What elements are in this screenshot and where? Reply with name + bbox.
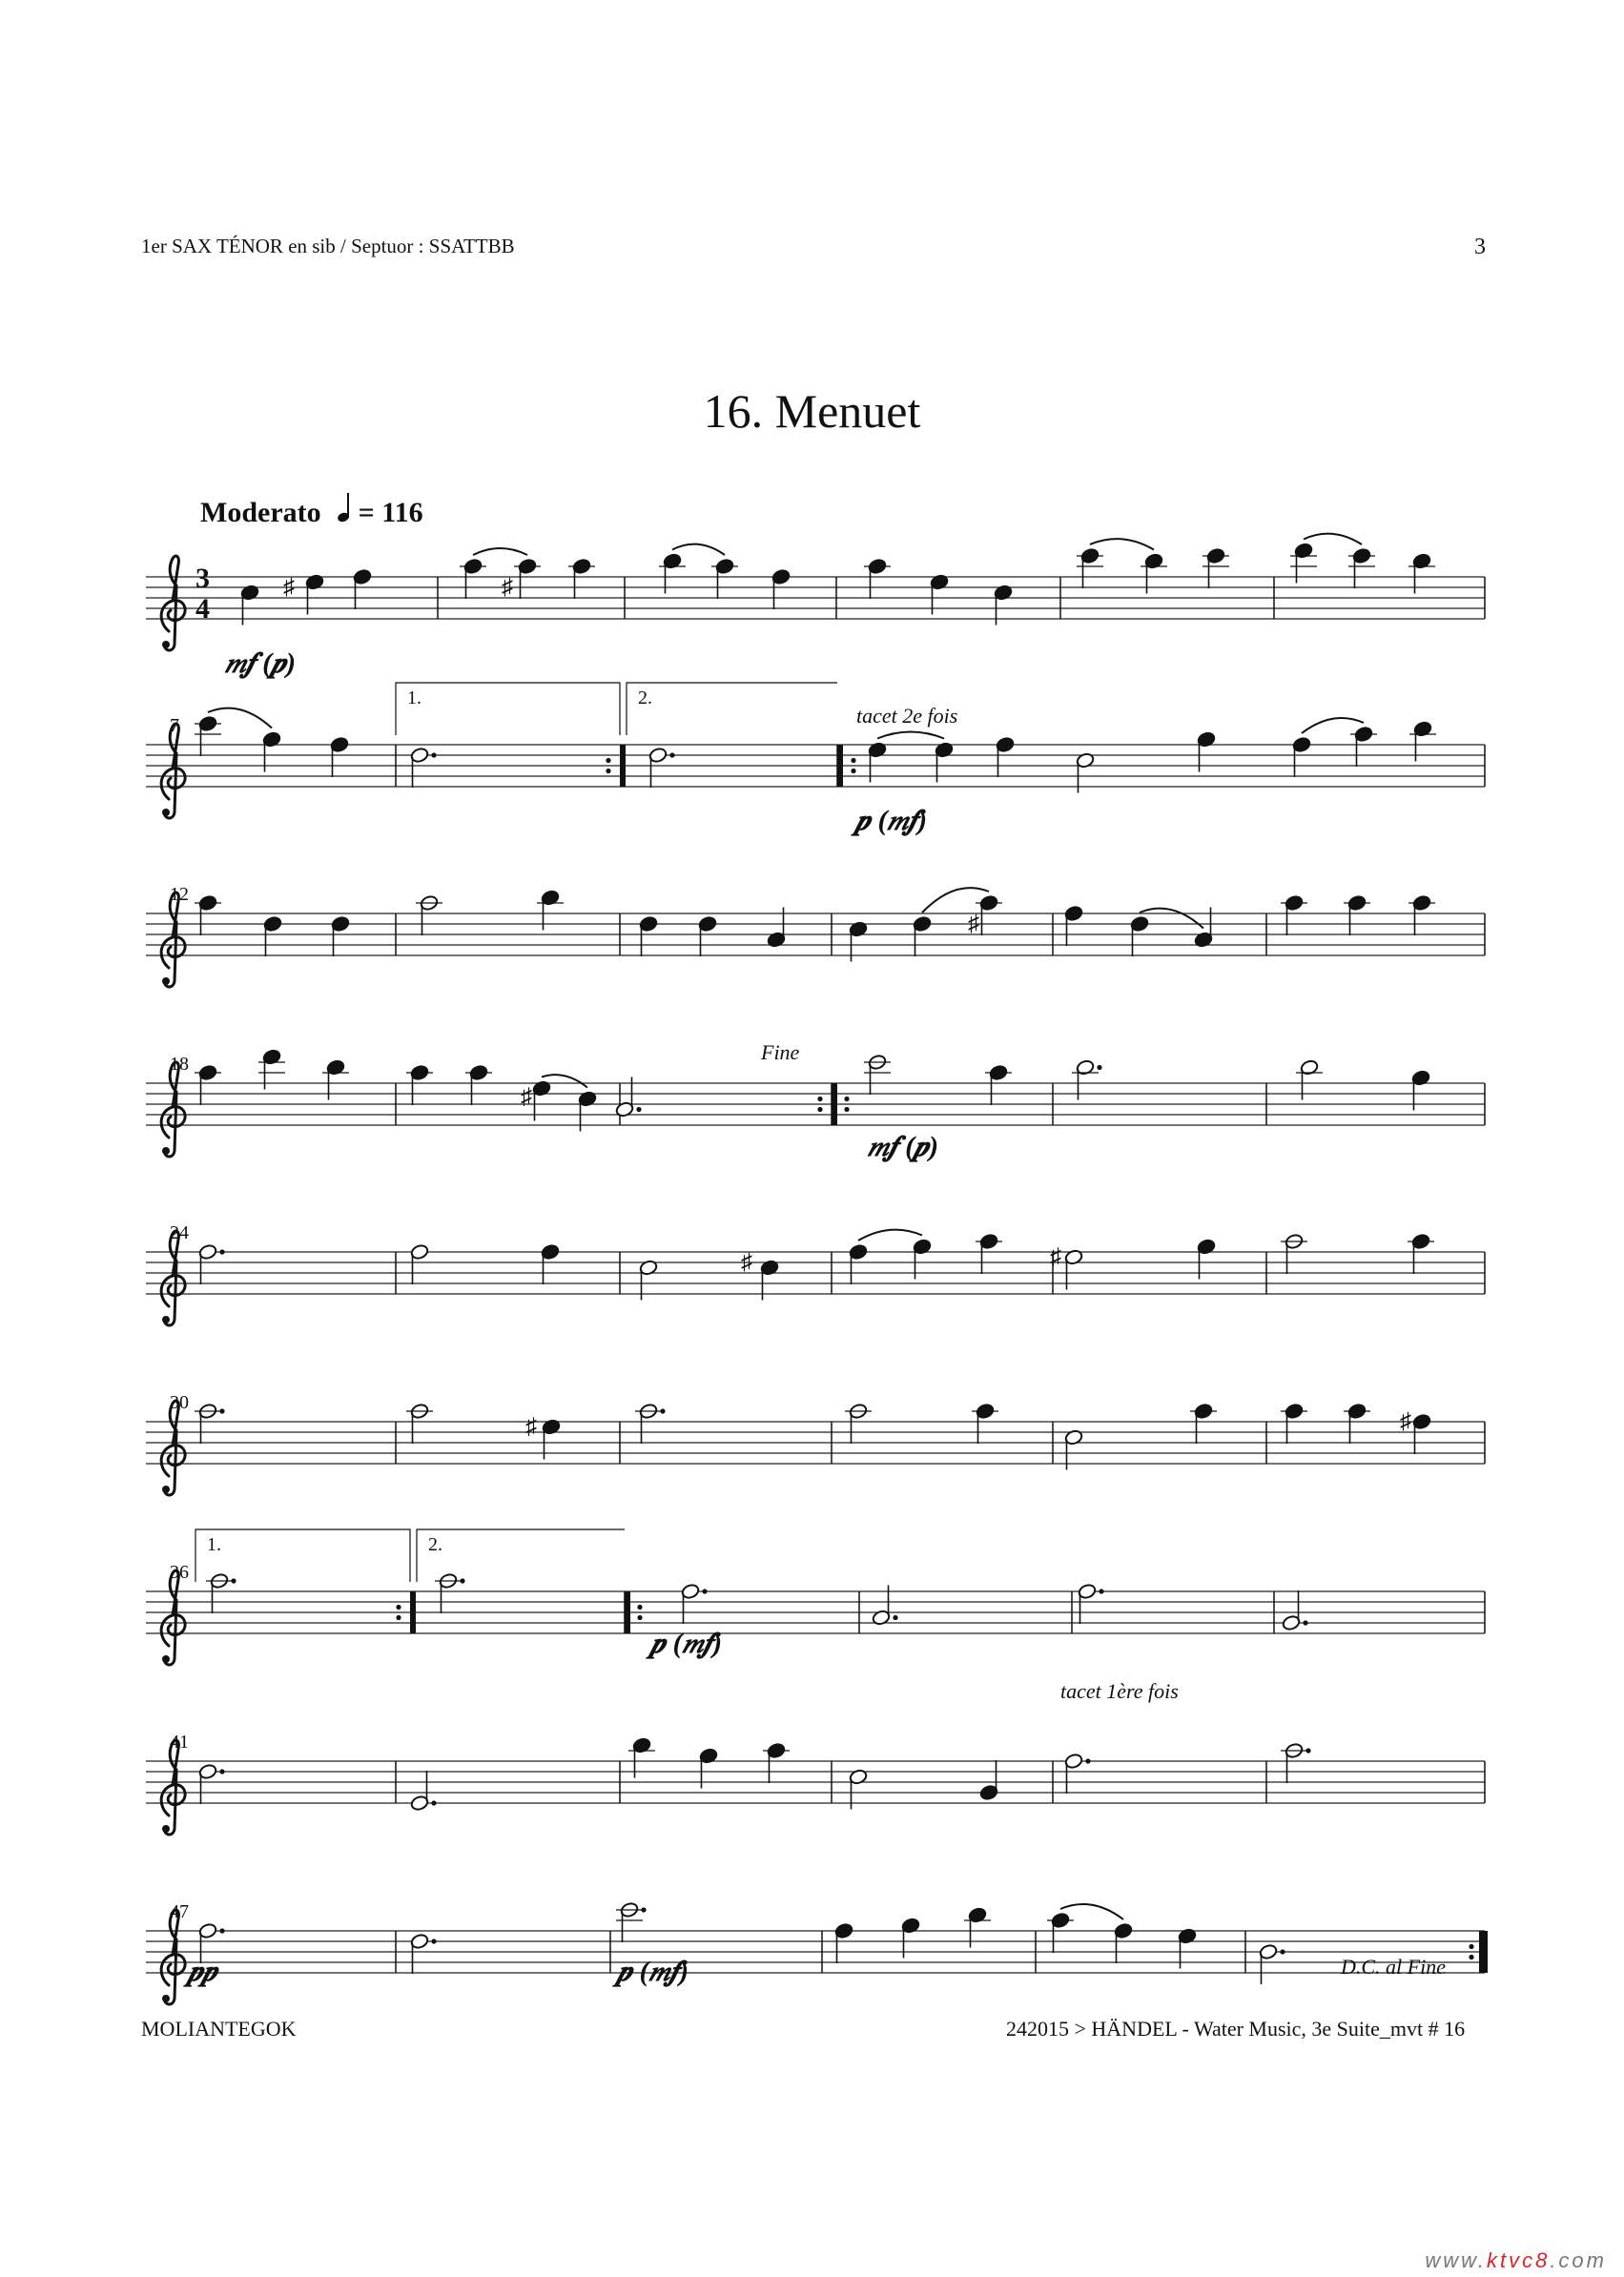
dynamic-pp: 𝆏𝆏	[189, 1956, 217, 1987]
measure-number: 36	[170, 1562, 189, 1583]
treble-clef-icon	[161, 1231, 185, 1325]
measure-number: 7	[170, 715, 179, 736]
staff-8	[146, 1761, 1485, 1803]
note	[763, 1742, 790, 1783]
sharp-icon: ♯	[741, 1250, 752, 1275]
measure-number: 47	[170, 1901, 189, 1922]
tacet-2e-fois: tacet 2e fois	[856, 704, 958, 728]
note	[845, 1403, 872, 1444]
note	[1350, 726, 1377, 767]
slur	[1304, 534, 1362, 544]
measure-number: 18	[170, 1054, 189, 1075]
note	[1203, 547, 1229, 588]
note	[834, 1922, 853, 1963]
note	[460, 558, 486, 599]
note	[648, 747, 675, 788]
staff-6	[146, 1422, 1485, 1464]
slur	[1060, 1904, 1123, 1919]
note	[1408, 1233, 1434, 1274]
thick-barline	[832, 1083, 837, 1125]
note	[406, 1403, 433, 1444]
piece-title: 16. Menuet	[703, 384, 921, 438]
note	[1412, 1413, 1431, 1454]
repeat-dot	[606, 758, 610, 763]
note	[1064, 905, 1083, 946]
slur	[473, 548, 527, 555]
measure-number: 24	[170, 1222, 189, 1243]
note	[1348, 547, 1375, 588]
note	[1064, 1753, 1091, 1794]
note	[568, 558, 595, 599]
volta-number: 2.	[428, 1534, 442, 1555]
repeat-dot	[817, 1107, 822, 1112]
repeat-dot	[851, 769, 855, 773]
dot	[893, 1615, 897, 1620]
note	[198, 1763, 225, 1804]
treble-clef-icon	[161, 1570, 185, 1665]
note	[1292, 736, 1311, 777]
thick-barline	[625, 1591, 630, 1633]
dynamic-p-mf: 𝆏 (𝆐𝆑)	[856, 805, 928, 836]
note	[864, 1054, 891, 1095]
tacet-1ere-fois: tacet 1ère fois	[1060, 1679, 1179, 1703]
dot	[431, 752, 436, 757]
note	[771, 568, 791, 609]
note	[639, 915, 658, 956]
dot	[219, 1928, 224, 1933]
dot	[636, 1107, 641, 1112]
note	[410, 1933, 437, 1974]
footer-left: MOLIANTEGOK	[141, 2017, 297, 2041]
note	[976, 894, 1002, 935]
note	[1077, 547, 1103, 588]
staff-2	[146, 745, 1485, 787]
treble-clef-icon	[161, 892, 185, 987]
note	[698, 915, 717, 956]
note	[206, 1572, 236, 1613]
thick-barline	[620, 745, 626, 787]
volta-number: 2.	[638, 687, 652, 708]
dot	[219, 1249, 224, 1254]
note	[913, 915, 932, 956]
staff-1	[146, 577, 1485, 619]
note	[1281, 1233, 1307, 1274]
slur	[1302, 718, 1364, 733]
note	[353, 568, 372, 609]
repeat-dot	[396, 1615, 401, 1620]
note	[331, 915, 350, 956]
dot	[1303, 1620, 1307, 1625]
volta-bracket	[195, 1529, 410, 1582]
treble-clef-icon	[161, 1910, 185, 2004]
watermark-prefix: www.	[1425, 2248, 1487, 2272]
thick-barline	[410, 1591, 416, 1633]
note	[1078, 1583, 1104, 1624]
thick-barline	[1479, 1931, 1485, 1973]
repeat-dot	[1469, 1944, 1473, 1949]
note	[435, 1572, 465, 1613]
footer-right: 242015 > HÄNDEL - Water Music, 3e Suite_mvt # 16	[1006, 2017, 1466, 2041]
tempo-text: Moderato	[200, 497, 321, 528]
note	[972, 1403, 998, 1444]
note	[330, 736, 349, 777]
repeat-dot	[396, 1605, 401, 1610]
treble-clef-icon	[161, 1740, 185, 1835]
note	[541, 1243, 560, 1284]
sharp-icon: ♯	[1400, 1409, 1411, 1434]
dynamic-p-mf: 𝆏 (𝆐𝆑)	[618, 1956, 689, 1987]
note	[195, 894, 221, 935]
dot	[702, 1589, 707, 1593]
note	[681, 1583, 708, 1624]
slur	[1090, 539, 1154, 549]
dot	[1099, 1589, 1103, 1593]
measure-number: 30	[170, 1392, 189, 1413]
note	[1281, 1742, 1311, 1783]
note	[465, 1064, 492, 1105]
note	[1281, 1403, 1307, 1444]
dot	[219, 1769, 224, 1774]
slur	[208, 708, 272, 728]
note	[849, 1243, 868, 1284]
sharp-icon: ♯	[283, 575, 295, 600]
dot	[669, 752, 674, 757]
fine-marking: Fine	[761, 1040, 800, 1064]
thick-barline	[837, 745, 843, 787]
note	[635, 1403, 666, 1444]
slur	[922, 888, 989, 913]
note	[263, 915, 282, 956]
note	[979, 1760, 998, 1801]
treble-clef-icon	[161, 1401, 185, 1495]
dc-al-fine: D.C. al Fine	[1341, 1955, 1446, 1979]
repeat-dot	[606, 769, 610, 773]
sharp-icon: ♯	[1050, 1244, 1061, 1270]
note	[195, 1064, 221, 1105]
watermark-brand: ktvc8	[1486, 2248, 1551, 2272]
repeat-dot	[817, 1097, 822, 1101]
slur	[672, 544, 725, 555]
sharp-icon: ♯	[525, 1414, 537, 1440]
note	[985, 1064, 1012, 1105]
note	[864, 558, 891, 599]
dynamic-mf-p: 𝆐𝆑 (𝆏)	[225, 647, 297, 679]
note	[410, 1243, 429, 1284]
note	[996, 736, 1015, 777]
website-watermark	[1425, 2248, 1607, 2273]
treble-clef-icon	[161, 556, 185, 650]
repeat-dot	[851, 758, 855, 763]
note	[410, 747, 437, 788]
repeat-dot	[1469, 1955, 1473, 1959]
measure-number: 12	[170, 884, 189, 905]
repeat-dot	[637, 1615, 642, 1620]
volta-bracket	[627, 683, 837, 735]
staff-5	[146, 1252, 1485, 1294]
slur	[858, 1230, 922, 1241]
note	[514, 558, 541, 599]
treble-clef-icon	[161, 724, 185, 818]
dot	[1280, 1949, 1285, 1954]
slur	[877, 732, 944, 739]
instrument-header: 1er SAX TÉNOR en sib / Septuor : SSATTBB	[141, 235, 515, 257]
note	[416, 894, 442, 935]
tempo-bpm: = 116	[358, 497, 423, 528]
note	[410, 1771, 437, 1812]
volta-number: 1.	[207, 1534, 221, 1555]
dot	[431, 1939, 436, 1943]
note	[195, 1403, 225, 1444]
note	[1408, 894, 1435, 935]
repeat-dot	[844, 1107, 849, 1112]
repeat-dot	[637, 1605, 642, 1610]
dynamic-mf-p: 𝆐𝆑 (𝆏)	[868, 1131, 939, 1162]
note	[1130, 915, 1149, 956]
time-signature-bottom: 4	[195, 593, 210, 625]
dot	[431, 1800, 436, 1805]
page-number: 3	[1474, 235, 1486, 259]
volta-number: 1.	[407, 687, 421, 708]
time-signature-top: 3	[195, 563, 210, 594]
dot	[1097, 1065, 1101, 1070]
measure-number: 41	[170, 1732, 189, 1753]
note	[195, 715, 221, 756]
note	[198, 1243, 225, 1284]
sharp-icon: ♯	[521, 1084, 532, 1110]
note	[616, 1901, 647, 1942]
note	[1047, 1912, 1074, 1953]
volta-bracket	[396, 683, 620, 735]
slur	[1140, 909, 1203, 929]
dynamic-p-mf: 𝆏 (𝆐𝆑)	[651, 1628, 723, 1659]
note	[1190, 1403, 1217, 1444]
note	[1281, 894, 1307, 935]
watermark-suffix: .com	[1550, 2248, 1607, 2272]
note	[1344, 894, 1370, 935]
note	[406, 1064, 433, 1105]
sharp-icon: ♯	[502, 575, 513, 600]
note	[1282, 1590, 1308, 1631]
note	[1344, 1403, 1370, 1444]
note	[976, 1233, 1002, 1274]
note	[1114, 1922, 1133, 1963]
treble-clef-icon	[161, 1062, 185, 1157]
note	[711, 558, 738, 599]
dot	[1085, 1758, 1090, 1763]
repeat-dot	[844, 1097, 849, 1101]
staff-4	[146, 1083, 1485, 1125]
sharp-icon: ♯	[968, 912, 979, 936]
note	[1259, 1943, 1285, 1984]
